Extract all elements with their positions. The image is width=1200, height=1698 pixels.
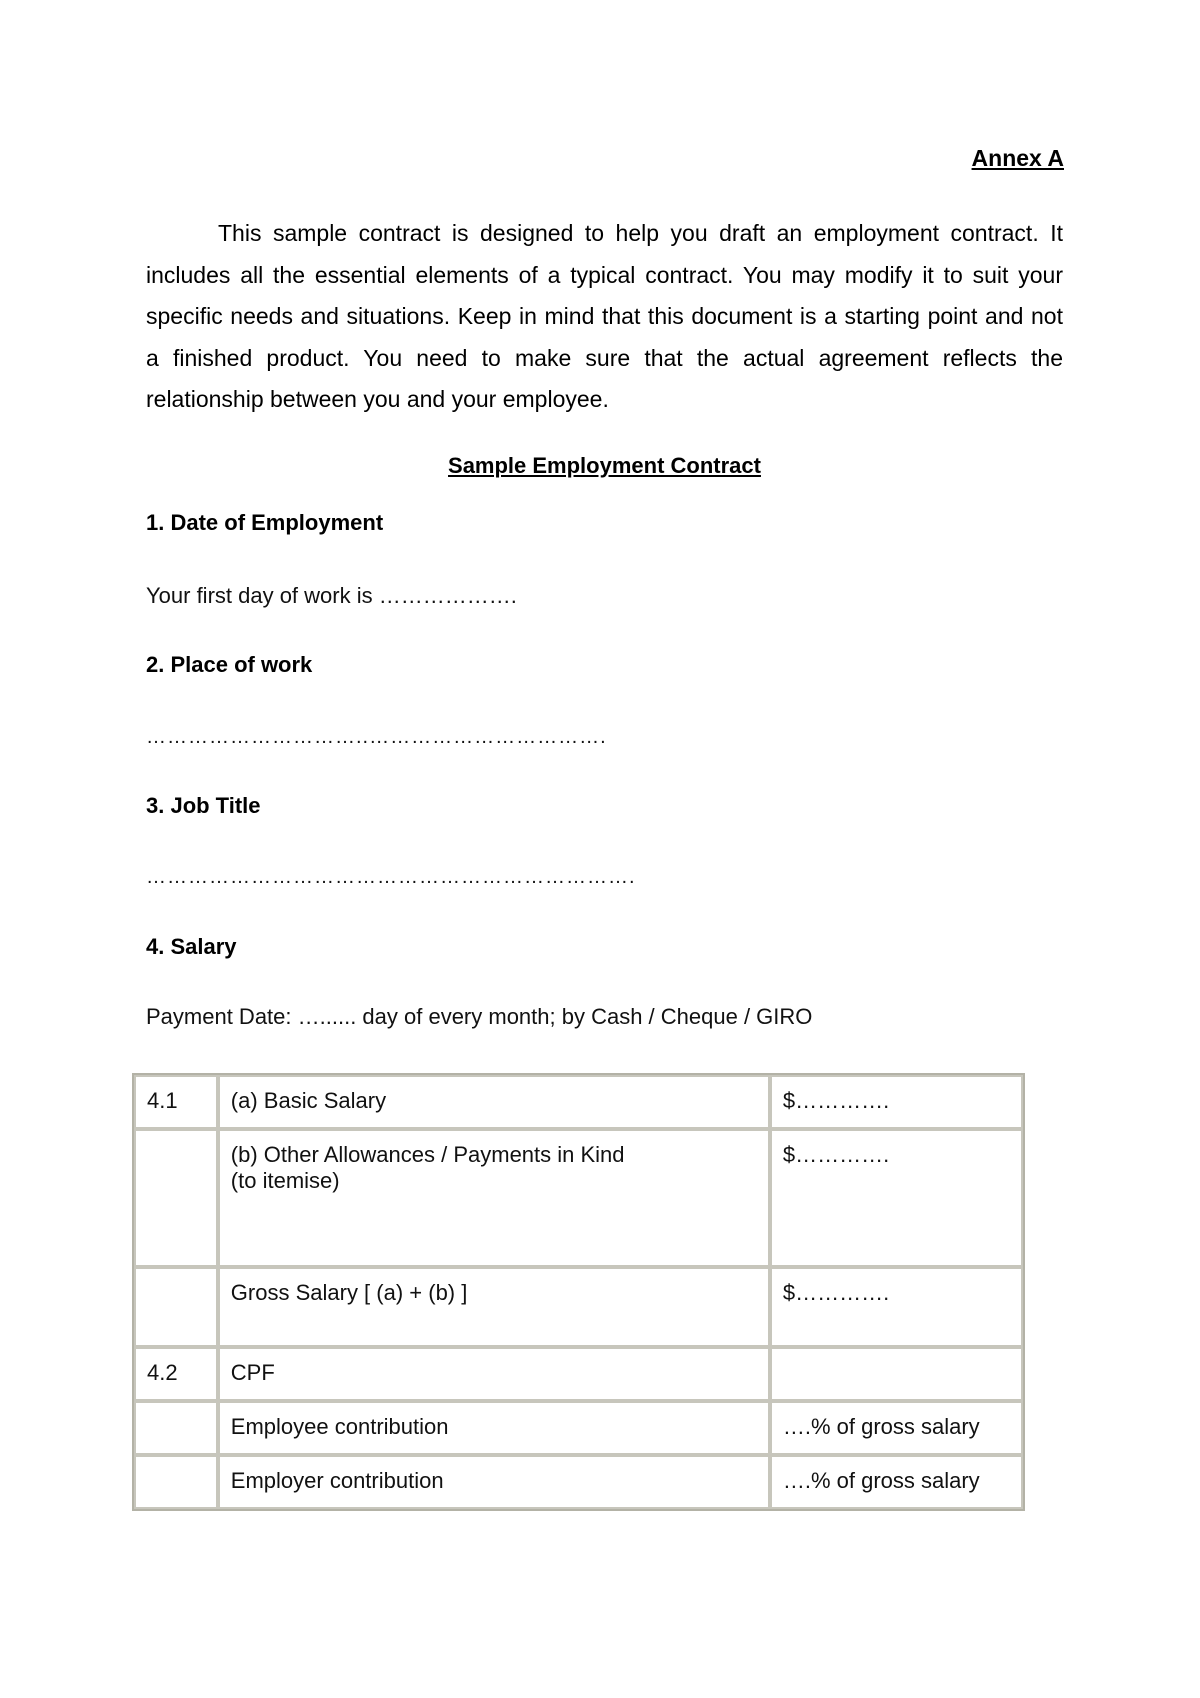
contract-title: Sample Employment Contract <box>448 453 761 478</box>
section-heading-salary: 4. Salary <box>146 934 237 959</box>
item-cell: Employee contribution <box>218 1401 770 1455</box>
row-number-cell <box>134 1455 218 1509</box>
table-row <box>134 1401 1023 1455</box>
annex-label: Annex A <box>971 145 1064 171</box>
job-title-blank: ……………………………………………………………. <box>146 866 636 888</box>
item-cell: Gross Salary [ (a) + (b) ] <box>218 1267 770 1347</box>
section-heading-place-of-work: 2. Place of work <box>146 652 313 677</box>
salary-table <box>132 1073 1025 1511</box>
table-row <box>134 1455 1023 1509</box>
section-heading-date-of-employment: 1. Date of Employment <box>146 510 384 535</box>
section-heading-job-title: 3. Job Title <box>146 793 261 818</box>
item-cell <box>218 1129 770 1267</box>
item-sublabel: (to itemise) <box>230 1168 340 1193</box>
payment-date-line: Payment Date: …...... day of every month; by Cash / Cheque / GIRO <box>146 1004 813 1029</box>
amount-cell: $…………. <box>770 1075 1023 1129</box>
row-number-cell <box>134 1267 218 1347</box>
table-row <box>134 1267 1023 1347</box>
table-row <box>134 1075 1023 1129</box>
amount-cell: ….% of gross salary <box>770 1455 1023 1509</box>
amount-cell: $…………. <box>770 1129 1023 1267</box>
amount-cell: ….% of gross salary <box>770 1401 1023 1455</box>
table-row <box>134 1129 1023 1267</box>
item-cell: (a) Basic Salary <box>218 1075 770 1129</box>
row-number-cell <box>134 1129 218 1267</box>
first-day-of-work-line: Your first day of work is ………………. <box>146 583 517 608</box>
row-number-cell: 4.2 <box>134 1347 218 1401</box>
item-cell: Employer contribution <box>218 1455 770 1509</box>
row-number-cell: 4.1 <box>134 1075 218 1129</box>
row-number-cell <box>134 1401 218 1455</box>
amount-cell <box>770 1347 1023 1401</box>
amount-cell: $…………. <box>770 1267 1023 1347</box>
intro-paragraph: This sample contract is designed to help you draft an employment contract. It includes all the essential elements of a typical contract. You may modify it to suit your specific needs and situations. Keep in mind that this document is a starting point and not a finished product. You need to make sure that the actual agreement reflects the relationship between you and your employee. <box>146 220 1063 412</box>
item-cell: CPF <box>218 1347 770 1401</box>
place-of-work-blank: …………………………..……………………………. <box>146 726 607 748</box>
table-row <box>134 1347 1023 1401</box>
item-label: (b) Other Allowances / Payments in Kind <box>230 1142 625 1167</box>
